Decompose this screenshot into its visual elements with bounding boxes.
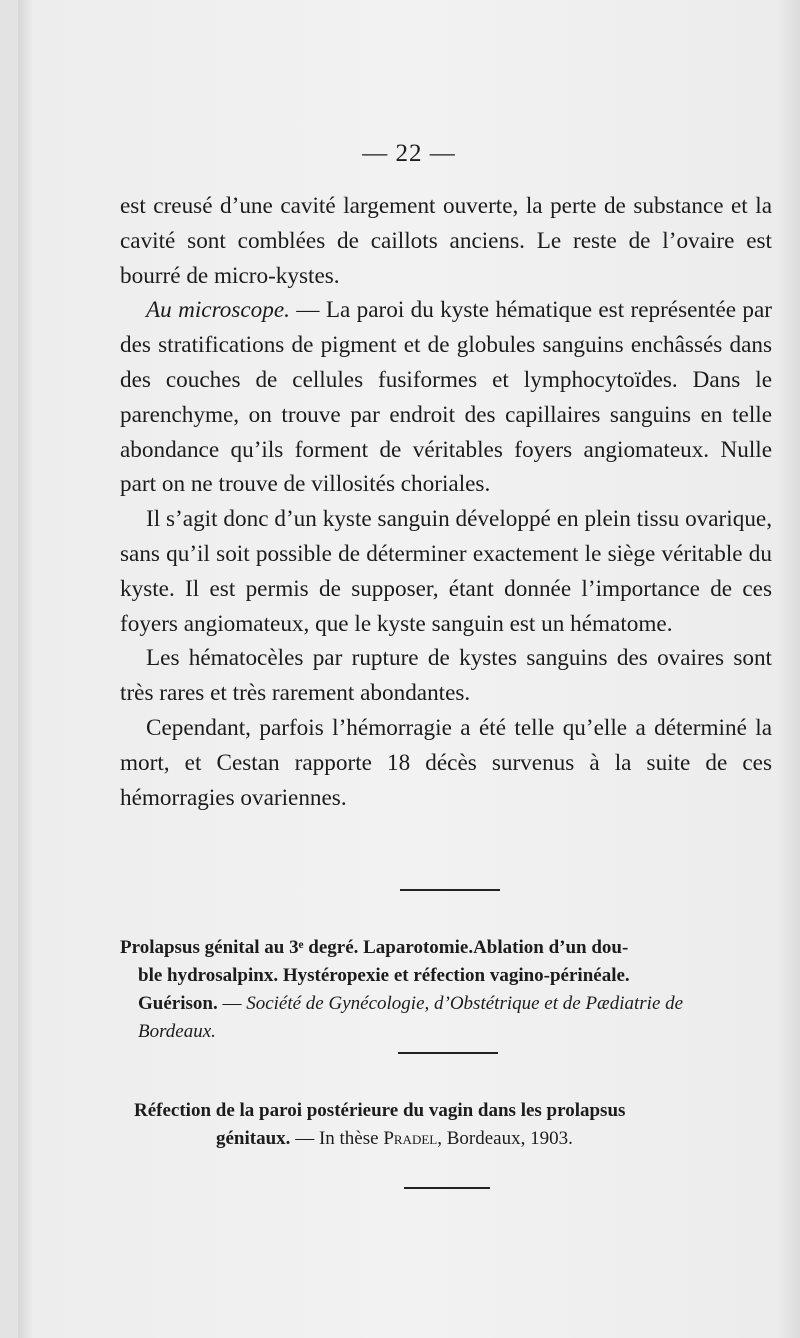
reference-title-line: ble hydrosalpinx. Hystéropexie et réfection vagino-périnéale. [138, 965, 630, 986]
reference-place-year: , Bordeaux, 1903. [437, 1128, 573, 1149]
reference-author: Pradel [383, 1128, 438, 1149]
page-number: — 22 — [362, 140, 456, 167]
reference-dash: — [217, 993, 247, 1014]
reference-source-line [120, 990, 772, 1018]
body-text [120, 189, 772, 815]
paragraph-2-text: — La paroi du kyste hématique est représentée par des stratifications de pigment et de globules sanguins enchâssés dans des couches de cellules fusiformes et lymphocytoïdes. Dans le parenchyme, on trouve par endroit des capillaires sanguins en telle abondance qu’ils forment de véritables foyers angiomateux. Nulle part on ne trouve de villosités choriales. [120, 297, 772, 498]
reference-source-line: Bordeaux. [138, 1021, 216, 1042]
reference-title-line: Réfection de la paroi postérieure du vagin dans les prolapsus [134, 1100, 626, 1121]
paragraph-3: Il s’agit donc d’un kyste sanguin développé en plein tissu ovarique, sans qu’il soit possible de déterminer exactement le siège véritable du kyste. Il est permis de supposer, étant donnée l’importance de ces foyers angiomateux, que le kyste sanguin est un hématome. [120, 506, 772, 637]
paragraph-1: est creusé d’une cavité largement ouverte, la perte de substance et la cavité sont comblées de caillots anciens. Le reste de l’ovaire est bourré de micro-kystes. [120, 193, 772, 289]
reference-entry [120, 934, 772, 1046]
book-page [18, 0, 800, 1338]
separator-rule [398, 1052, 498, 1054]
paragraph-2 [120, 293, 772, 502]
reference-source-line [120, 1125, 772, 1153]
separator-rule [400, 889, 500, 891]
reference-source: Société de Gynécologie, d’Obstétrique et de Pædiatrie de [246, 993, 684, 1014]
reference-entry [120, 1097, 772, 1153]
paragraph-5: Cependant, parfois l’hémorragie a été telle qu’elle a déterminé la mort, et Cestan rapporte 18 décès survenus à la suite de ces hémorragies ovariennes. [120, 714, 772, 811]
reference-title-end: génitaux. [216, 1128, 291, 1149]
separator-rule [404, 1187, 490, 1189]
reference-outcome: Guérison. [138, 993, 218, 1014]
section-lead-microscope: Au microscope. [146, 297, 290, 324]
reference-in-these: — In thèse [290, 1128, 384, 1149]
reference-title-line: Prolapsus génital au 3ᵉ degré. Laparotomie.Ablation d’un dou- [120, 937, 629, 958]
paragraph-4: Les hématocèles par rupture de kystes sanguins des ovaires sont très rares et très rarement abondantes. [120, 645, 772, 707]
